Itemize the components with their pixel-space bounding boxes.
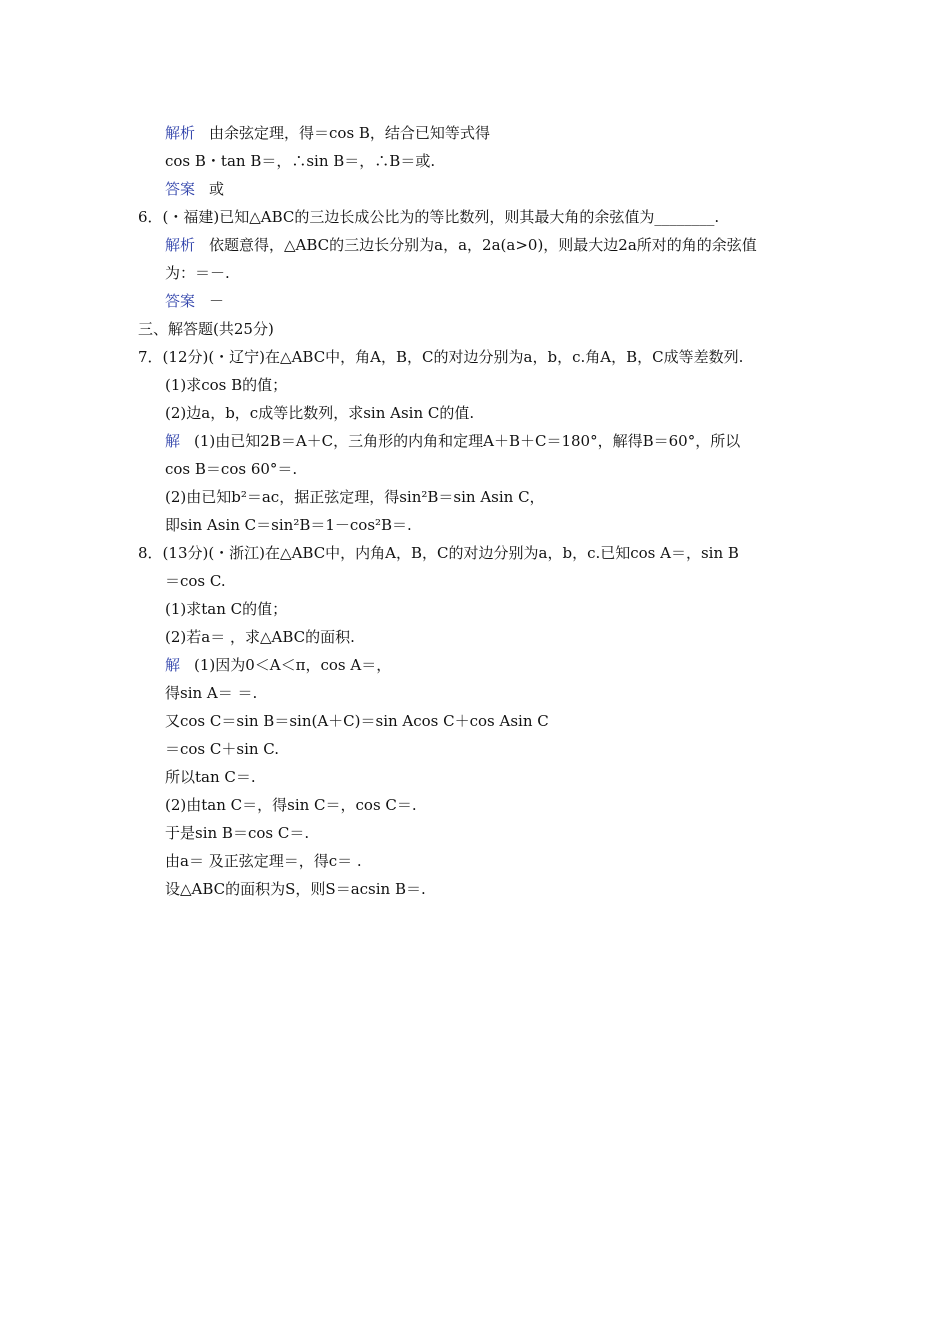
text-line (165, 515, 412, 535)
line-text: 设△ABC的面积为S，则S＝acsin B＝. (165, 880, 426, 898)
line-text: 所以tan C＝. (165, 768, 256, 786)
analysis-label: 解析 (165, 124, 196, 142)
question-line (138, 543, 739, 563)
text-line (165, 375, 287, 395)
line-text: 或 (209, 180, 225, 198)
text-line (165, 179, 224, 199)
question-line (138, 347, 743, 367)
line-text: 得sin A＝ ＝. (165, 684, 258, 702)
line-text: 由余弦定理，得＝cos B，结合已知等式得 (209, 124, 490, 142)
line-text: 即sin Asin C＝sin²B＝1－cos²B＝. (165, 516, 412, 534)
text-line (165, 599, 287, 619)
text-line (165, 151, 435, 171)
line-text: (2)若a＝ ，求△ABC的面积. (165, 628, 355, 646)
text-line (165, 459, 297, 479)
text-line (165, 235, 757, 255)
section-heading (138, 319, 274, 339)
text-line (165, 123, 490, 143)
text-line (165, 767, 256, 787)
text-line (165, 431, 740, 451)
text-line (165, 571, 226, 591)
line-text: (1)求tan C的值； (165, 600, 288, 618)
answer-label: 答案 (165, 180, 196, 198)
text-line (165, 879, 426, 899)
line-text: cos B＝cos 60°＝. (165, 460, 298, 478)
line-text: (1)求cos B的值； (165, 376, 288, 394)
text-line (165, 291, 224, 311)
line-text: (2)由已知b²＝ac，据正弦定理，得sin²B＝sin Asin C， (165, 488, 545, 506)
text-line (165, 655, 391, 675)
line-text: 由a＝ 及正弦定理＝，得c＝ . (165, 852, 362, 870)
line-text: 8．(13分)(・浙江)在△ABC中，内角A，B，C的对边分别为a，b，c.已知cos A＝，sin B (138, 544, 739, 562)
question-line (138, 207, 719, 227)
answer-label: 答案 (165, 292, 196, 310)
line-text: 为：＝－. (165, 264, 230, 282)
line-text: (2)由tan C＝，得sin C＝，cos C＝. (165, 796, 417, 814)
line-text: ＝cos C＋sin C. (165, 740, 280, 758)
text-line (165, 851, 362, 871)
line-text: 6．(・福建)已知△ABC的三边长成公比为的等比数列，则其最大角的余弦值为________. (138, 208, 720, 226)
text-line (165, 263, 230, 283)
text-line (165, 711, 549, 731)
text-line (165, 739, 279, 759)
line-text: (1)因为0＜A＜π，cos A＝， (194, 656, 392, 674)
line-text: 三、解答题(共25分) (138, 320, 274, 338)
text-line (165, 823, 309, 843)
solution-label: 解 (165, 656, 181, 674)
text-line (165, 487, 545, 507)
text-line (165, 683, 257, 703)
analysis-label: 解析 (165, 236, 196, 254)
line-text: (1)由已知2B＝A＋C，三角形的内角和定理A＋B＋C＝180°，解得B＝60°，所以 (194, 432, 741, 450)
line-text: 7．(12分)(・辽宁)在△ABC中，角A，B，C的对边分别为a，b，c.角A，B，C成等差数列. (138, 348, 744, 366)
line-text: cos B・tan B＝，∴sin B＝，∴B＝或. (165, 152, 436, 170)
text-line (165, 403, 474, 423)
text-line (165, 627, 355, 647)
solution-label: 解 (165, 432, 181, 450)
line-text: (2)边a，b，c成等比数列，求sin Asin C的值. (165, 404, 475, 422)
line-text: － (209, 292, 225, 310)
text-line (165, 795, 417, 815)
line-text: 依题意得，△ABC的三边长分别为a，a，2a(a>0)，则最大边2a所对的角的余弦值 (209, 236, 757, 254)
line-text: 又cos C＝sin B＝sin(A＋C)＝sin Acos C＋cos Asin C (165, 712, 549, 730)
line-text: 于是sin B＝cos C＝. (165, 824, 310, 842)
line-text: ＝cos C. (165, 572, 226, 590)
